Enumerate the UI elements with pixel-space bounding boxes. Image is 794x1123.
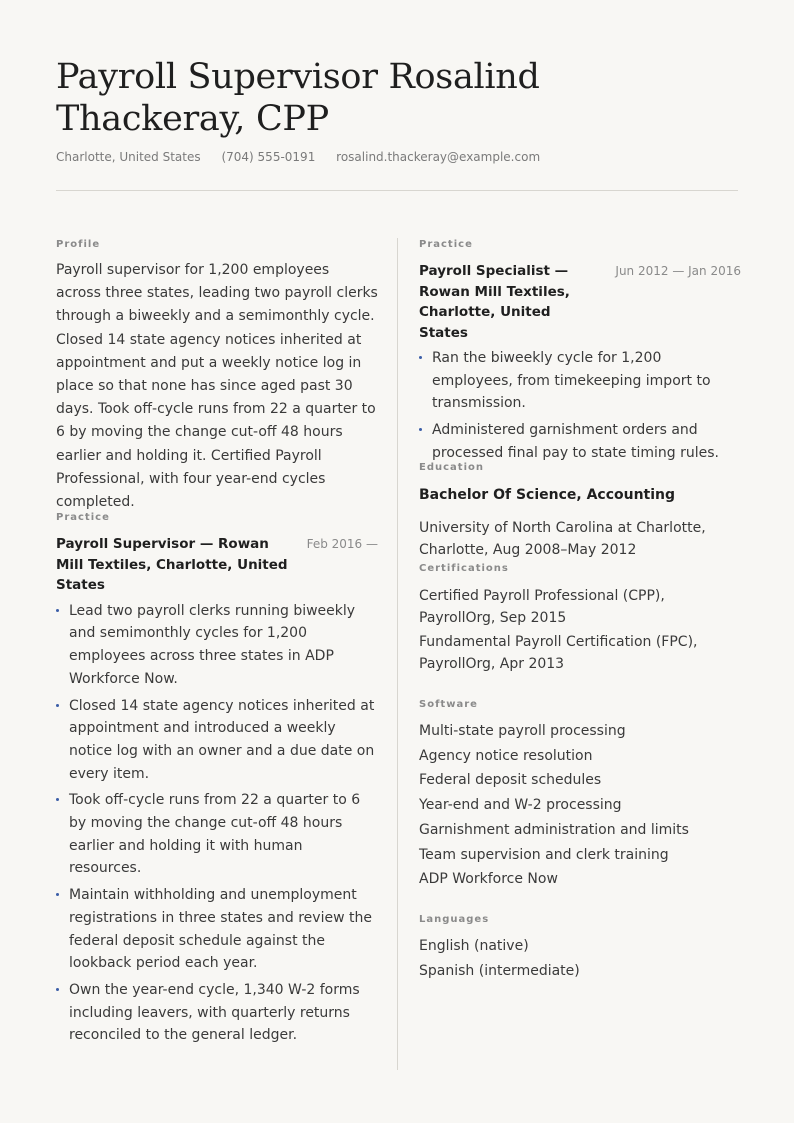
bullet-text: Own the year-end cycle, 1,340 W-2 forms including leavers, with quarterly returns reconciled to the general ledger.	[69, 981, 360, 1044]
job-bullets	[419, 347, 741, 465]
practice-heading: Practice	[419, 239, 473, 250]
bullet-icon	[56, 609, 59, 612]
languages-heading: Languages	[419, 914, 490, 925]
candidate-name: Payroll Supervisor Rosalind Thackeray, CPP	[56, 57, 540, 139]
header-divider	[56, 190, 738, 191]
job-bullets	[56, 600, 378, 1047]
bullet-text: Ran the biweekly cycle for 1,200 employees, from timekeeping import to transmission.	[432, 350, 711, 412]
list-item: Spanish (intermediate)	[419, 962, 580, 979]
list-item: Agency notice resolution	[419, 747, 593, 764]
list-item	[56, 695, 378, 786]
software-list	[419, 719, 741, 892]
bullet-text: Lead two payroll clerks running biweekly and semimonthly cycles for 1,200 employees across three states in ADP Workforce Now.	[69, 602, 356, 687]
column-divider	[397, 238, 398, 1070]
list-item: Year-end and W-2 processing	[419, 797, 622, 814]
list-item	[56, 789, 378, 880]
left-column	[56, 239, 378, 1051]
school-dates: Charlotte, Aug 2008–May 2012	[419, 542, 637, 559]
list-item: English (native)	[419, 938, 529, 954]
education-heading: Education	[419, 461, 484, 473]
profile-heading: Profile	[56, 239, 101, 250]
profile-text: Payroll supervisor for 1,200 employees across three states, leading two payroll clerks through a biweekly and a semimonthly cycle. Closed 14 state agency notices inherited at appointment and put a weekly notice log in place so that none has since aged past 30 days. Took off-cycle runs from 22 a quarter to 6 by moving the change cut-off 48 hours earlier and holding it. Certified Payroll Professional, with four year-end cycles completed.	[56, 262, 378, 511]
job-title: Payroll Specialist — Rowan Mill Textiles, Charlotte, United States	[419, 263, 570, 341]
list-item: Federal deposit schedules	[419, 772, 602, 789]
education-details	[419, 517, 741, 562]
certifications-heading: Certifications	[419, 562, 509, 574]
list-item: Certified Payroll Professional (CPP), PayrollOrg, Sep 2015	[419, 587, 665, 627]
contact-line	[56, 150, 557, 164]
bullet-text: Administered garnishment orders and processed final pay to state timing rules.	[432, 422, 719, 461]
school-name: University of North Carolina at Charlotte,	[419, 519, 706, 536]
list-item: Multi-state payroll processing	[419, 723, 626, 740]
degree-title: Bachelor Of Science, Accounting	[419, 486, 676, 503]
job-header	[419, 261, 741, 343]
certifications-list	[419, 585, 741, 676]
bullet-icon	[56, 988, 59, 991]
list-item	[419, 347, 741, 415]
list-item: Fundamental Payroll Certification (FPC), PayrollOrg, Apr 2013	[419, 633, 698, 673]
phone-text: (704) 555-0191	[221, 150, 316, 164]
list-item: Garnishment administration and limits	[419, 821, 689, 838]
list-item	[56, 600, 378, 691]
location-text: Charlotte, United States	[56, 150, 201, 164]
job-dates: Jun 2012 — Jan 2016	[615, 264, 741, 278]
bullet-text: Took off-cycle runs from 22 a quarter to 6 by moving the change cut-off 48 hours earlier and holding it with human resources.	[69, 792, 361, 877]
job-header	[56, 534, 378, 596]
bullet-icon	[419, 428, 422, 431]
job-dates: Feb 2016 —	[306, 537, 378, 552]
bullet-icon	[56, 704, 59, 707]
bullet-icon	[56, 798, 59, 801]
bullet-icon	[56, 893, 59, 896]
list-item: Team supervision and clerk training	[419, 846, 669, 863]
email-text: rosalind.thackeray@example.com	[336, 150, 541, 164]
bullet-text: Closed 14 state agency notices inherited at appointment and introduced a weekly notice log with an owner and a due date on every item.	[69, 697, 375, 782]
list-item	[56, 979, 378, 1047]
practice-heading: Practice	[56, 512, 110, 524]
languages-list	[419, 934, 741, 983]
software-heading: Software	[419, 699, 478, 711]
job-title: Payroll Supervisor — Rowan Mill Textiles, Charlotte, United States	[56, 536, 288, 594]
bullet-icon	[419, 356, 422, 359]
list-item	[56, 884, 378, 975]
list-item	[419, 419, 741, 464]
bullet-text: Maintain withholding and unemployment registrations in three states and review the federal deposit schedule against the lookback period each year.	[69, 887, 372, 972]
right-column	[419, 239, 741, 983]
list-item: ADP Workforce Now	[419, 871, 558, 888]
